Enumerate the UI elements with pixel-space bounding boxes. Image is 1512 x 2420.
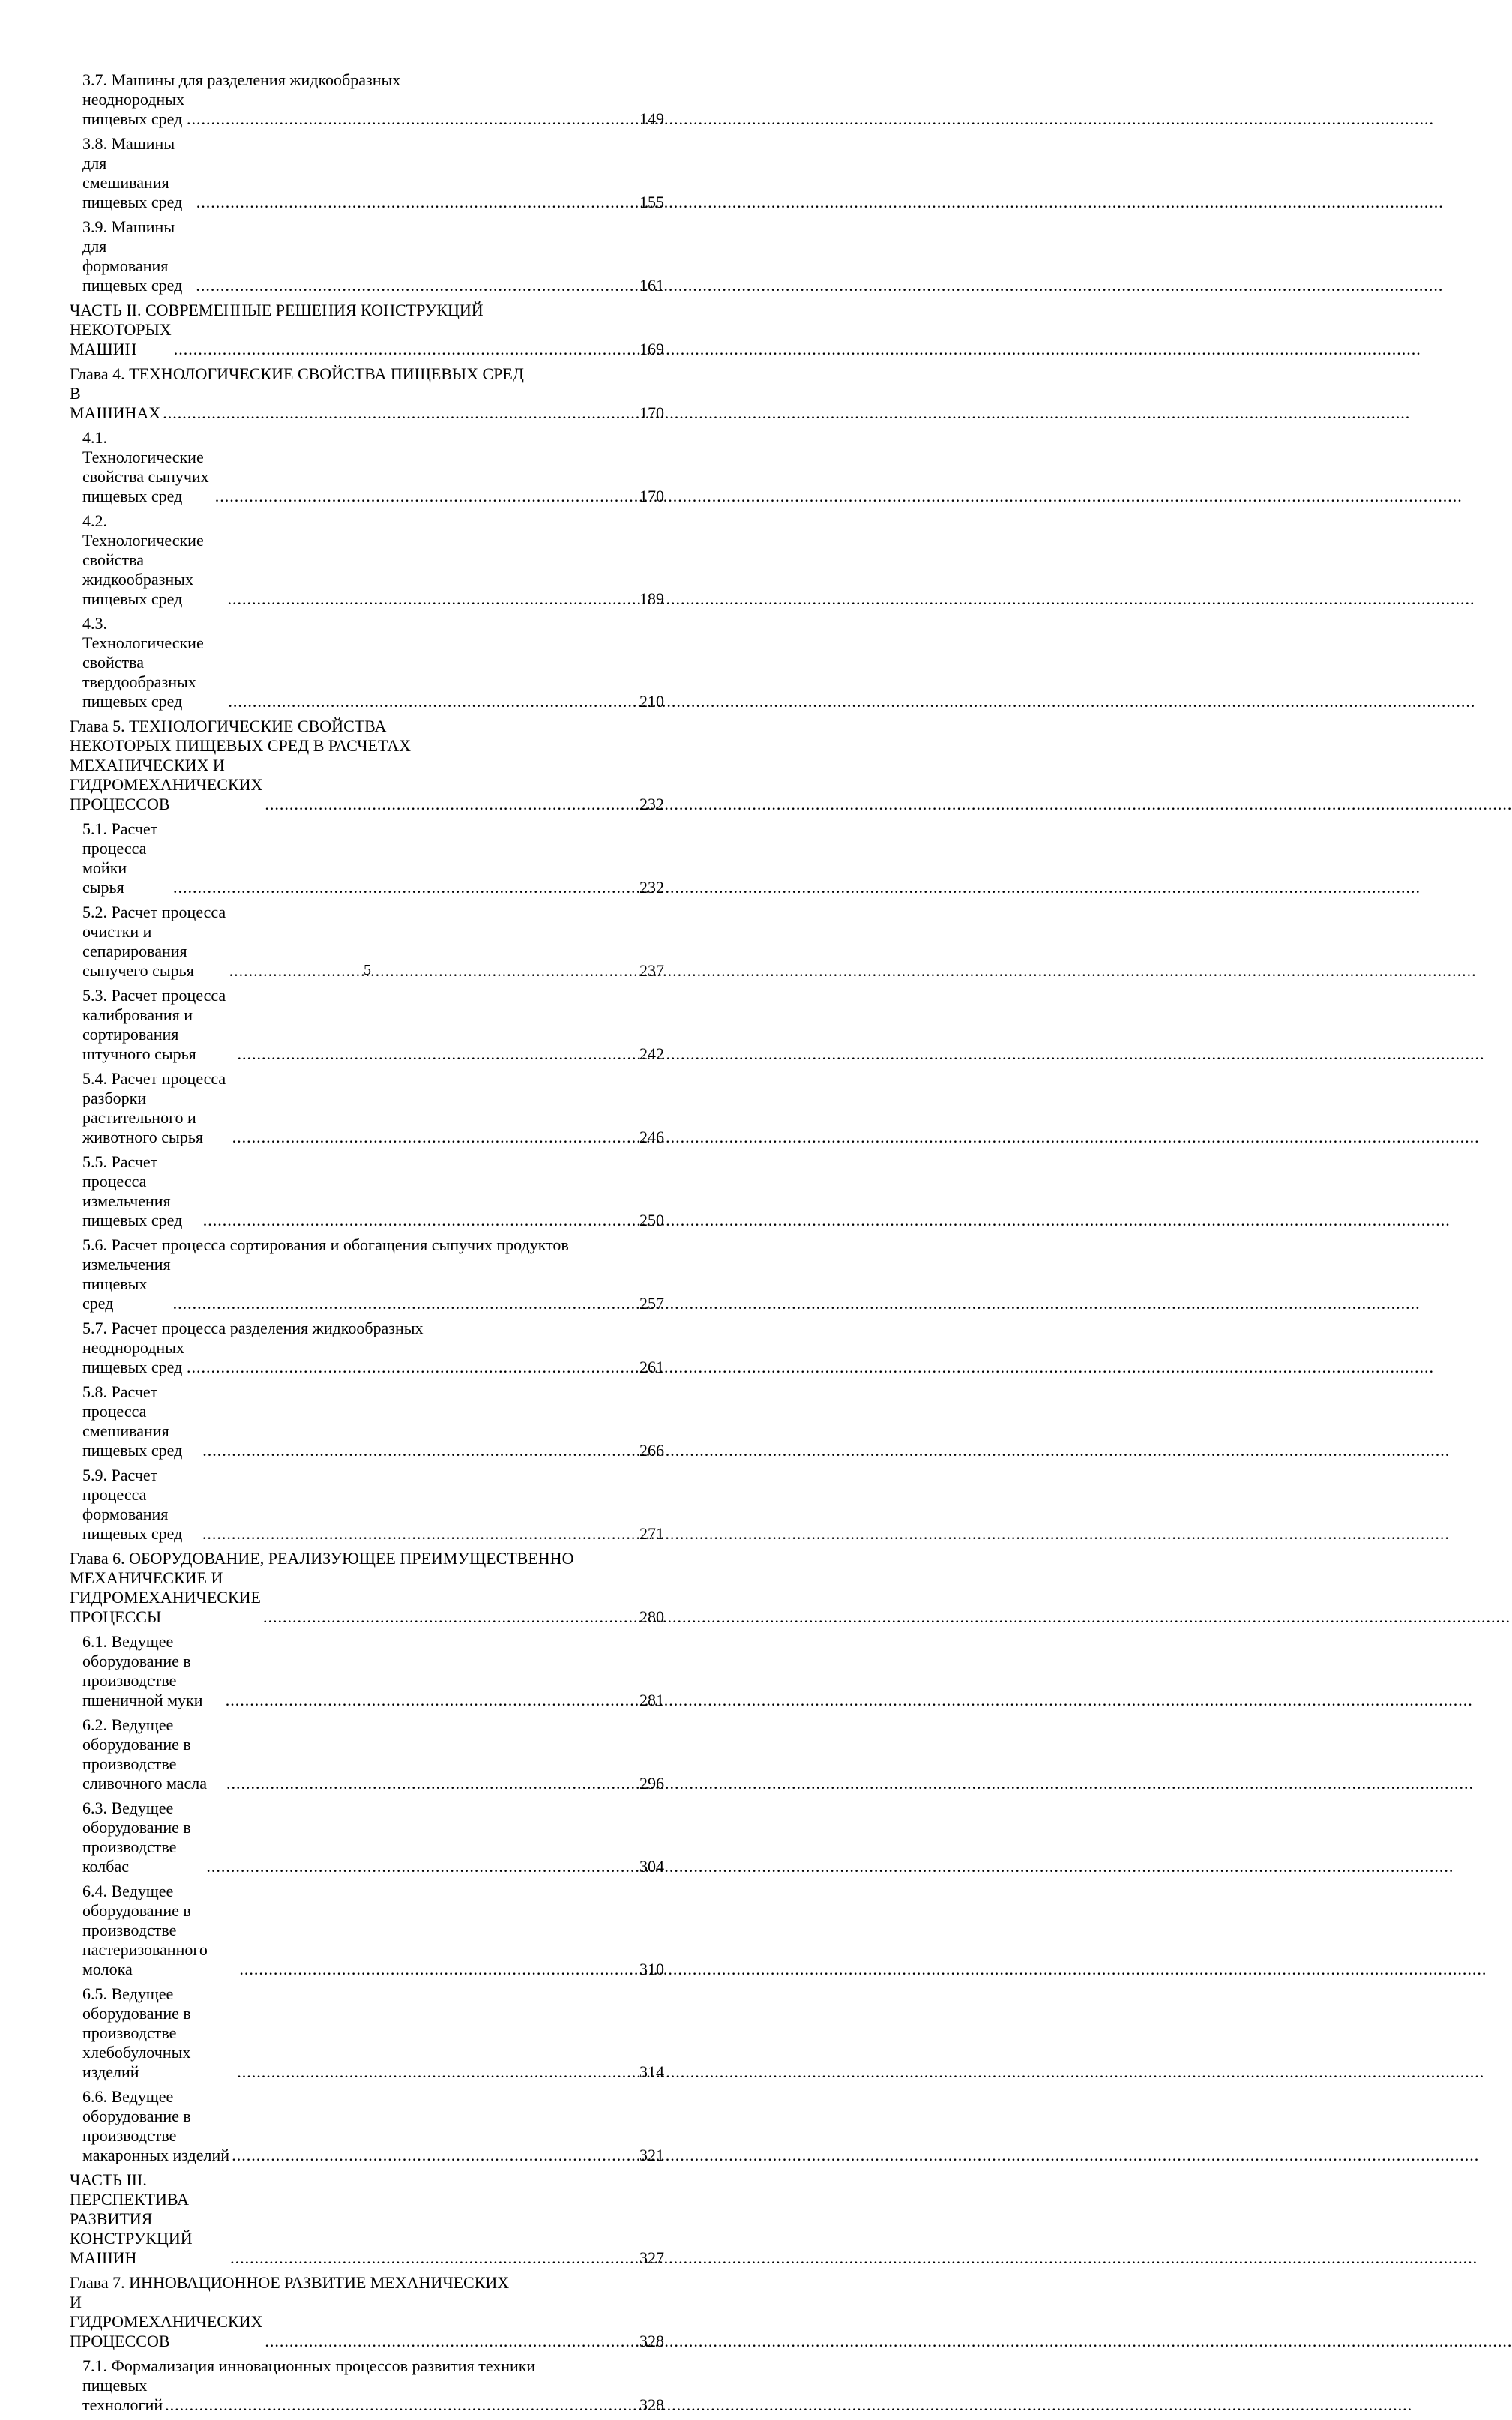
dot-leader [187,1358,637,1377]
toc-entry-page: 232 [639,795,664,813]
toc-entry [70,2087,664,2165]
toc-entry-title: 5.7. Расчет процесса разделения жидкообразных [82,1319,424,1337]
toc-entry [70,2356,664,2415]
toc-entry-page: 328 [639,2395,664,2414]
toc-entry [70,1235,664,1313]
toc-entry [70,819,664,897]
toc-entry-title: НЕКОТОРЫХ МАШИН [70,320,172,358]
toc-entry-page: 280 [639,1607,664,1626]
toc-entry-page: 246 [639,1128,664,1146]
toc-entry-title: 5.2. Расчет процесса очистки и сепарирования сыпучего сырья [82,903,226,980]
toc-entry-title: Глава 5. ТЕХНОЛОГИЧЕСКИЕ СВОЙСТВА [70,717,387,735]
toc-entry-page: 321 [639,2146,664,2164]
toc-entry-page: 149 [639,109,664,128]
toc-entry-title: НЕКОТОРЫХ ПИЩЕВЫХ СРЕД В РАСЧЕТАХ [70,736,412,755]
toc-entry-page: 250 [639,1211,664,1229]
toc-entry [70,1632,664,1710]
toc-entry-title: 6.5. Ведущее оборудование в производстве хлебобулочных изделий [82,1984,191,2081]
toc-entry-title: 4.1. Технологические свойства сыпучих пищевых сред [82,428,209,505]
toc-entry-title: измельчения пищевых сред [82,1255,171,1313]
dot-leader [196,276,637,295]
toc-entry-page: 232 [639,878,664,897]
toc-entry [70,1984,664,2082]
toc-entry [70,134,664,212]
toc-entry [70,1152,664,1230]
dot-leader [202,1441,637,1460]
toc-entry-page: 327 [639,2248,664,2267]
dot-leader [226,1691,637,1710]
toc-entry-title: Глава 4. ТЕХНОЛОГИЧЕСКИЕ СВОЙСТВА ПИЩЕВЫХ СРЕД [70,364,524,383]
dot-leader [206,1857,637,1876]
toc-entry-page: 310 [639,1960,664,1978]
toc-entry-page: 304 [639,1857,664,1876]
toc-entry-page: 210 [639,692,664,711]
dot-leader [165,2395,637,2415]
toc-entry-page: 169 [639,340,664,358]
toc-entry [70,217,664,295]
dot-leader [263,1607,637,1627]
dot-leader [173,1294,637,1313]
toc-entry-title: МЕХАНИЧЕСКИХ И ГИДРОМЕХАНИЧЕСКИХ ПРОЦЕССОВ [70,756,263,813]
toc-entry-page: 257 [639,1294,664,1313]
toc-entry-title: неоднородных пищевых сред [82,1338,184,1376]
toc-entry-title: 5.9. Расчет процесса формования пищевых сред [82,1466,183,1543]
toc-entry [70,1882,664,1979]
toc-entry-page: 281 [639,1691,664,1709]
table-of-contents [70,70,664,2420]
dot-leader [187,109,637,129]
toc-entry-title: ЧАСТЬ III. ПЕРСПЕКТИВА РАЗВИТИЯ КОНСТРУКЦИЙ МАШИН [70,2170,193,2267]
dot-leader [237,2062,637,2082]
toc-entry-title: МЕХАНИЧЕСКИЕ И ГИДРОМЕХАНИЧЕСКИЕ ПРОЦЕССЫ [70,1568,261,1626]
toc-entry-page: 328 [639,2332,664,2350]
dot-leader [265,2332,637,2351]
toc-entry-page: 237 [639,961,664,980]
toc-entry-title: пищевых технологий [82,2376,163,2414]
toc-entry-title: 5.4. Расчет процесса разборки растительного и животного сырья [82,1069,226,1146]
toc-entry-page: 261 [639,1358,664,1376]
toc-entry [70,1382,664,1460]
toc-entry [70,511,664,609]
toc-entry-page: 170 [639,403,664,422]
toc-entry [70,70,664,129]
toc-entry-page: 189 [639,589,664,608]
toc-entry [70,614,664,711]
toc-entry [70,2170,664,2268]
toc-entry-title: 5.3. Расчет процесса калибрования и сортирования штучного сырья [82,986,226,1063]
dot-leader [173,878,637,897]
toc-entry-title: 5.6. Расчет процесса сортирования и обогащения сыпучих продуктов [82,1235,569,1254]
dot-leader [226,1774,637,1793]
toc-entry-title: ЧАСТЬ II. СОВРЕМЕННЫЕ РЕШЕНИЯ КОНСТРУКЦИЙ [70,301,484,319]
toc-entry-page: 170 [639,487,664,505]
toc-entry-title: 6.6. Ведущее оборудование в производстве макаронных изделий [82,2087,230,2164]
toc-entry [70,1466,664,1544]
dot-leader [228,589,638,609]
toc-entry-title: 7.1. Формализация инновационных процессов развития техники [82,2356,536,2375]
toc-entry-title: В МАШИНАХ [70,384,161,422]
dot-leader [202,1524,637,1544]
dot-leader [163,403,637,423]
toc-entry-page: 155 [639,193,664,211]
toc-entry-title: 5.8. Расчет процесса смешивания пищевых сред [82,1382,183,1460]
toc-entry-title: неоднородных пищевых сред [82,90,184,128]
dot-leader [230,2248,637,2268]
dot-leader [196,193,637,212]
toc-entry-title: 6.3. Ведущее оборудование в производстве колбас [82,1799,191,1876]
toc-entry [70,986,664,1064]
dot-leader [239,1960,637,1979]
toc-entry-title: 6.1. Ведущее оборудование в производстве пшеничной муки [82,1632,203,1709]
toc-entry-title: 4.3. Технологические свойства твердообразных пищевых сред [82,614,204,711]
toc-entry-page: 266 [639,1441,664,1460]
toc-entry-page: 271 [639,1524,664,1543]
toc-entry-title: 4.2. Технологические свойства жидкообразных пищевых сред [82,511,204,608]
toc-entry-page: 242 [639,1044,664,1063]
toc-entry-page: 161 [639,276,664,295]
dot-leader [232,2146,637,2165]
dot-leader [203,1211,637,1230]
toc-entry [70,428,664,506]
toc-entry-title: 3.8. Машины для смешивания пищевых сред [82,134,183,211]
toc-entry [70,1549,664,1627]
page-number: 5 [364,962,371,978]
toc-entry-title: Глава 7. ИННОВАЦИОННОЕ РАЗВИТИЕ МЕХАНИЧЕСКИХ [70,2273,510,2292]
toc-entry [70,301,664,359]
toc-entry [70,2273,664,2351]
dot-leader [228,692,637,711]
toc-entry-title: Глава 6. ОБОРУДОВАНИЕ, РЕАЛИЗУЮЩЕЕ ПРЕИМУЩЕСТВЕННО [70,1549,574,1568]
dot-leader [215,487,637,506]
toc-entry-title: 6.2. Ведущее оборудование в производстве сливочного масла [82,1715,208,1793]
toc-entry [70,364,664,423]
toc-entry-page: 296 [639,1774,664,1793]
toc-entry [70,1319,664,1377]
toc-entry-title: 3.9. Машины для формования пищевых сред [82,217,183,295]
toc-entry [70,1799,664,1876]
toc-entry [70,717,664,814]
dot-leader [232,1128,637,1147]
toc-entry-title: 6.4. Ведущее оборудование в производстве пастеризованного молока [82,1882,208,1978]
toc-entry-title: 5.1. Расчет процесса мойки сырья [82,819,158,897]
toc-entry [70,1715,664,1793]
toc-entry [70,1069,664,1147]
toc-entry-title: 3.7. Машины для разделения жидкообразных [82,70,401,89]
toc-entry-title: 5.5. Расчет процесса измельчения пищевых сред [82,1152,183,1229]
toc-entry-page: 314 [639,2062,664,2081]
dot-leader [265,795,637,814]
dot-leader [174,340,637,359]
dot-leader [238,1044,637,1064]
toc-entry-title: И ГИДРОМЕХАНИЧЕСКИХ ПРОЦЕССОВ [70,2293,263,2350]
